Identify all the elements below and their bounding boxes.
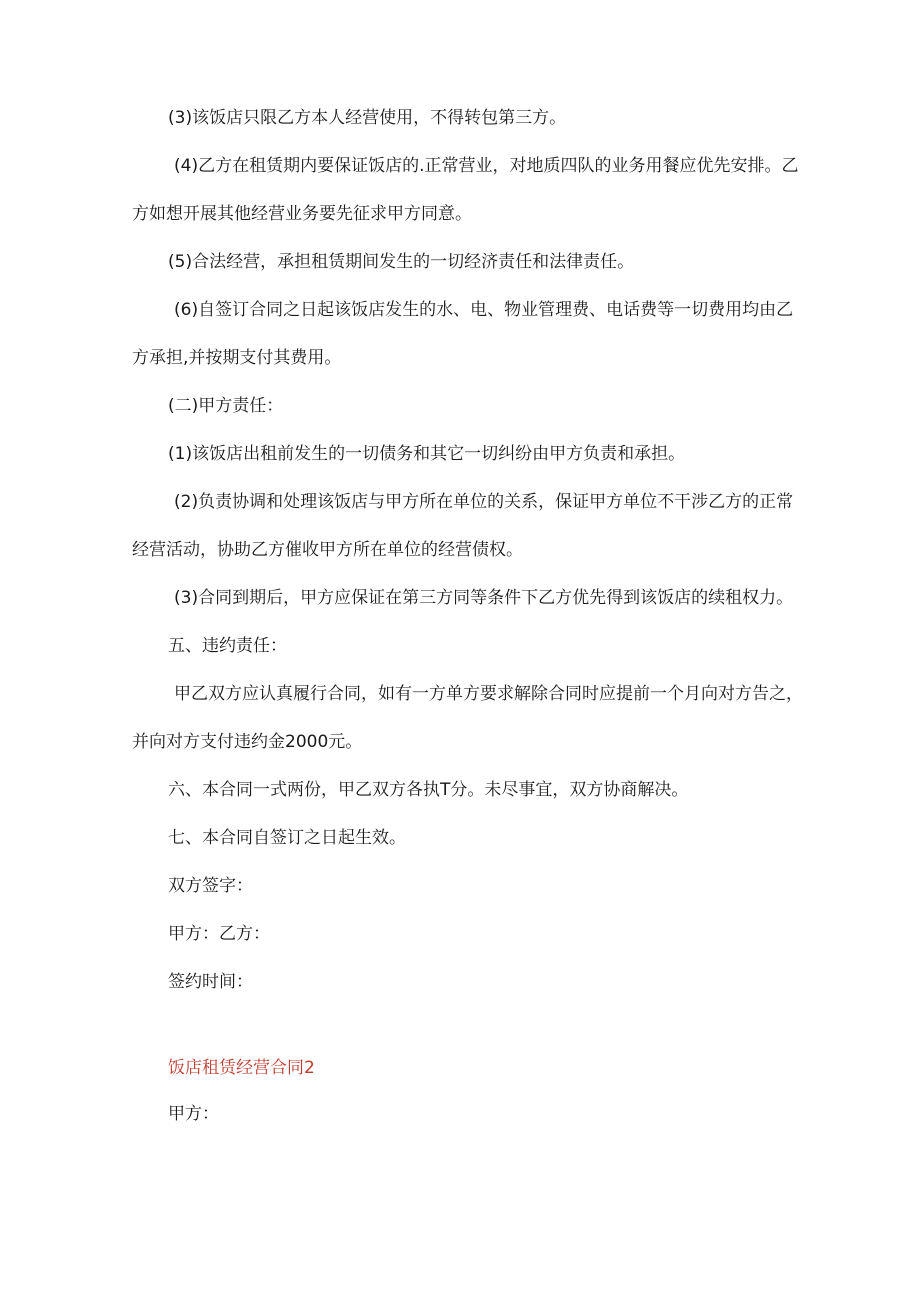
copies-clause: 六、本合同一式两份，甲乙双方各执T分。未尽事宜，双方协商解决。 xyxy=(168,780,689,800)
party-a-responsibility-heading: (二)甲方责任： xyxy=(168,396,284,416)
breach-heading: 五、违约责任： xyxy=(168,636,287,656)
signatures-label: 双方签字： xyxy=(168,876,253,896)
clause-4-operation: (4)乙方在租赁期内要保证饭店的.正常营业，对地质四队的业务用餐应优先安排。乙方如想开展其他经营业务要先征求甲方同意。 xyxy=(132,156,799,224)
effective-clause: 七、本合同自签订之日起生效。 xyxy=(168,828,406,848)
clause-3-sublet: (3)该饭店只限乙方本人经营使用，不得转包第三方。 xyxy=(168,108,567,128)
party-a-clause-2: (2)负责协调和处理该饭店与甲方所在单位的关系，保证甲方单位不干涉乙方的正常经营活动，协助乙方催收甲方所在单位的经营债权。 xyxy=(132,492,794,560)
party-a-clause-1: (1)该饭店出租前发生的一切债务和其它一切纠纷由甲方负责和承担。 xyxy=(168,444,686,464)
party-a-label: 甲方： xyxy=(168,1104,219,1124)
parties-label: 甲方：乙方： xyxy=(168,924,270,944)
section-title: 饭店租赁经营合同2 xyxy=(168,1058,315,1078)
breach-clause: 甲乙双方应认真履行合同，如有一方单方要求解除合同时应提前一个月向对方告之，并向对方支付违约金2000元。 xyxy=(132,684,803,752)
party-a-clause-3: (3)合同到期后，甲方应保证在第三方同等条件下乙方优先得到该饭店的续租权力。 xyxy=(174,588,794,608)
clause-5-legal: (5)合法经营，承担租赁期间发生的一切经济责任和法律责任。 xyxy=(168,252,635,272)
clause-6-expenses: (6)自签订合同之日起该饭店发生的水、电、物业管理费、电话费等一切费用均由乙方承担,并按期支付其费用。 xyxy=(132,300,794,368)
signing-date-label: 签约时间： xyxy=(168,972,253,992)
